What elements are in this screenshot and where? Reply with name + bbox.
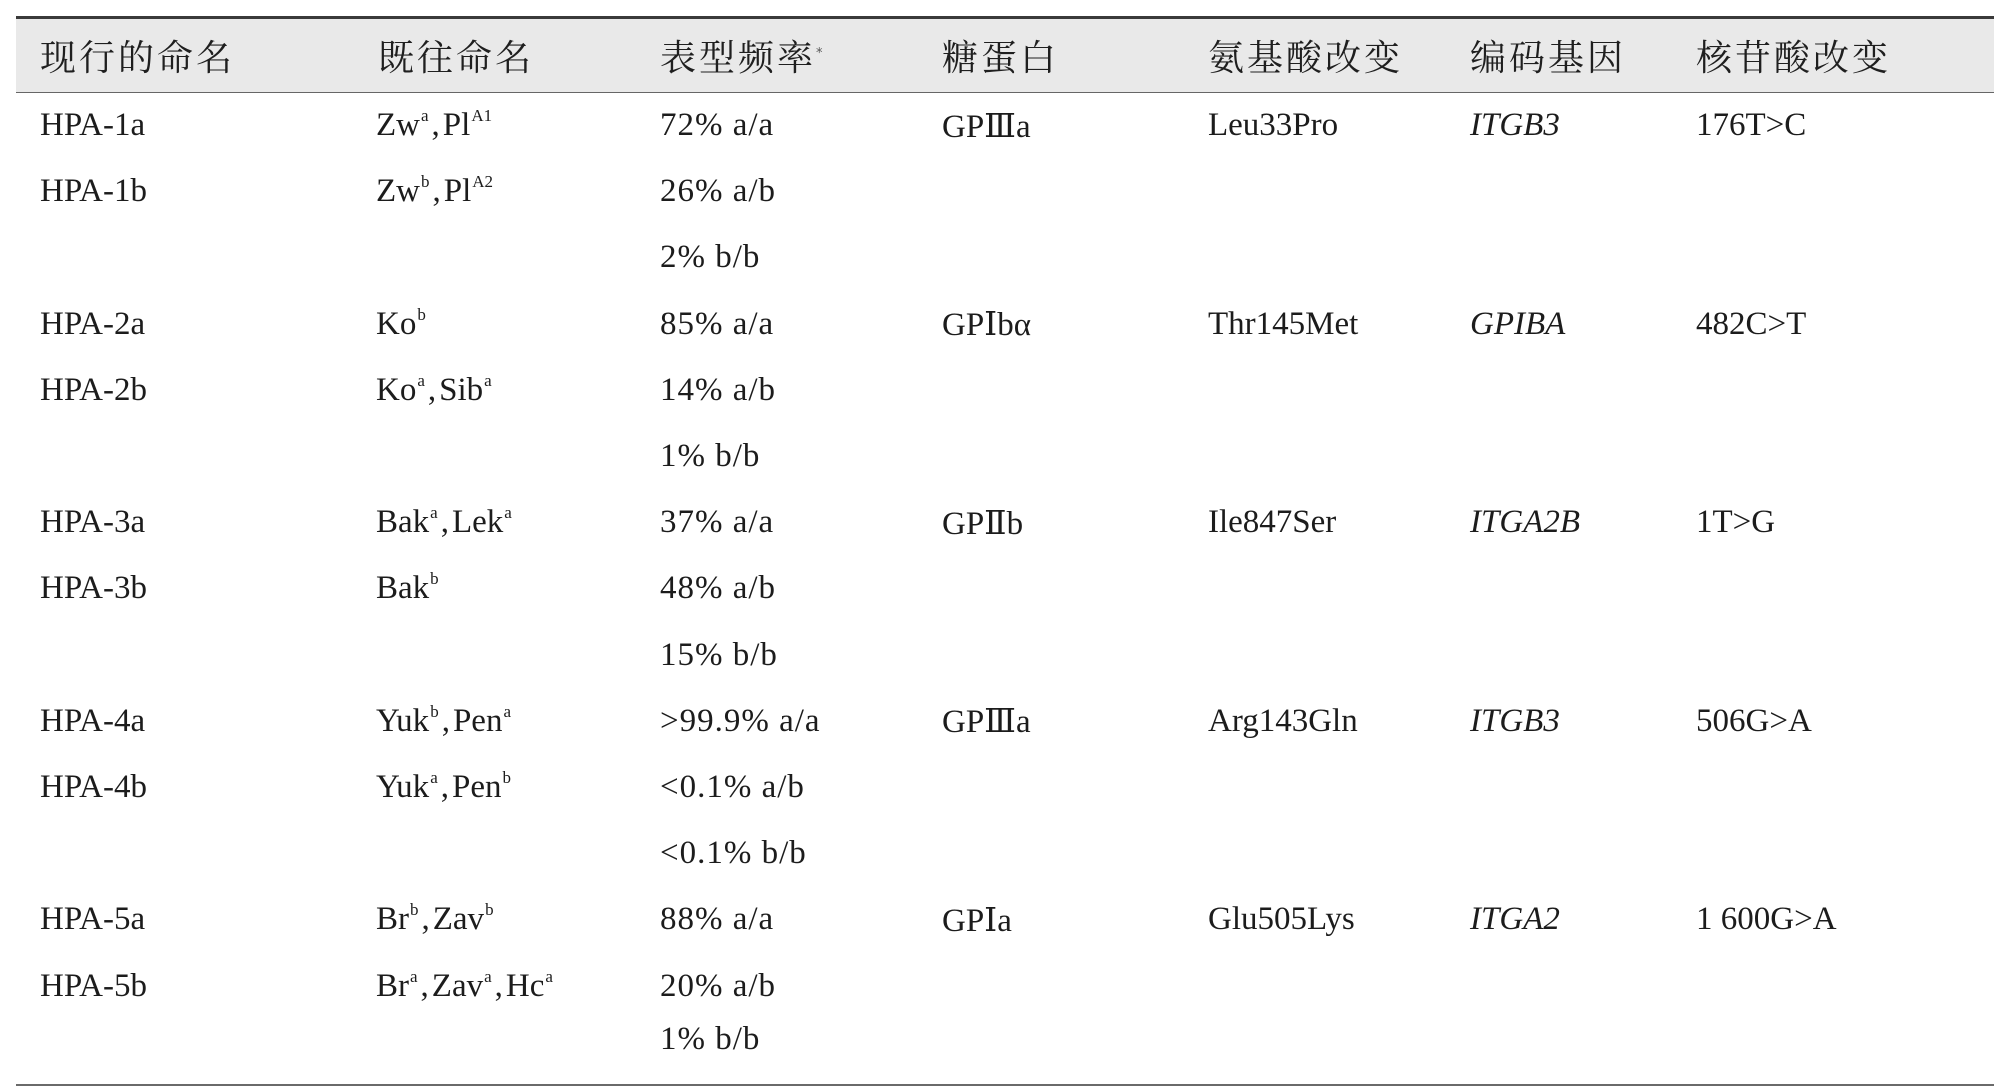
cell-amino-acid-change: Thr145Met xyxy=(1208,305,1359,342)
cell-current-name: HPA-3b xyxy=(40,570,147,607)
cell-glycoprotein xyxy=(918,821,1184,887)
antigen-name: Bak xyxy=(376,570,430,607)
name-separator: , xyxy=(421,901,430,938)
antigen-name: Hc xyxy=(505,967,545,1004)
antigen-name: Zav xyxy=(431,967,484,1004)
cell-previous-name xyxy=(354,490,636,556)
cell-encoding-gene xyxy=(1446,754,1672,820)
antigen-superscript: a xyxy=(503,701,511,721)
cell-glycoprotein xyxy=(918,754,1184,820)
header-current-name: 现行的命名 xyxy=(16,18,354,93)
antigen-superscript: a xyxy=(484,966,492,986)
cell-encoding-gene xyxy=(1446,953,1672,1019)
antigen-superscript: b xyxy=(410,900,419,920)
table-body xyxy=(16,93,1994,1086)
cell-amino-acid-change xyxy=(1184,225,1446,291)
name-separator: , xyxy=(431,107,440,144)
cell-encoding-gene xyxy=(1446,556,1672,622)
cell-previous-name xyxy=(354,887,636,953)
cell-phenotype-frequency: 2% b/b xyxy=(660,239,761,276)
antigen-name: Pl xyxy=(442,107,471,144)
name-separator: , xyxy=(494,967,503,1004)
cell-glycoprotein: GPⅢa xyxy=(942,108,1031,145)
cell-amino-acid-change: Arg143Gln xyxy=(1208,702,1358,739)
cell-nucleotide-change xyxy=(1672,1019,1994,1085)
cell-current-name: HPA-4a xyxy=(40,702,146,739)
cell-glycoprotein xyxy=(918,622,1184,688)
header-glycoprotein: 糖蛋白 xyxy=(918,18,1184,93)
cell-current-name xyxy=(16,225,354,291)
cell-encoding-gene: ITGB3 xyxy=(1470,107,1560,144)
table-row xyxy=(16,688,1994,754)
cell-phenotype-frequency: <0.1% b/b xyxy=(660,835,807,872)
cell-previous-name xyxy=(354,1019,636,1085)
cell-previous-name xyxy=(354,423,636,489)
cell-encoding-gene xyxy=(1446,821,1672,887)
header-phenotype-frequency xyxy=(636,18,918,93)
cell-nucleotide-change xyxy=(1672,953,1994,1019)
footnote-marker: * xyxy=(816,46,823,61)
cell-glycoprotein: GPⅡb xyxy=(942,505,1024,542)
cell-amino-acid-change: Glu505Lys xyxy=(1208,901,1355,938)
cell-nucleotide-change xyxy=(1672,556,1994,622)
antigen-superscript: a xyxy=(410,966,418,986)
cell-amino-acid-change xyxy=(1184,1019,1446,1085)
cell-phenotype-frequency: 15% b/b xyxy=(660,636,778,673)
cell-phenotype-frequency: >99.9% a/a xyxy=(660,702,821,739)
antigen-name: Yuk xyxy=(376,768,430,805)
table-row xyxy=(16,291,1994,357)
cell-encoding-gene: GPIBA xyxy=(1470,305,1566,342)
cell-nucleotide-change xyxy=(1672,357,1994,423)
cell-phenotype-frequency: 1% b/b xyxy=(660,438,761,475)
cell-encoding-gene xyxy=(1446,423,1672,489)
cell-current-name xyxy=(16,1019,354,1085)
cell-phenotype-frequency: 20% a/b xyxy=(660,967,777,1004)
cell-phenotype-frequency: 1% b/b xyxy=(636,1019,918,1085)
antigen-superscript: b xyxy=(485,900,494,920)
cell-amino-acid-change xyxy=(1184,357,1446,423)
name-separator: , xyxy=(440,504,449,541)
cell-glycoprotein: GPⅠbα xyxy=(942,307,1032,344)
cell-previous-name xyxy=(354,754,636,820)
cell-current-name xyxy=(16,622,354,688)
name-separator: , xyxy=(440,768,449,805)
cell-previous-name xyxy=(354,953,636,1019)
cell-glycoprotein xyxy=(918,953,1184,1019)
antigen-name: Bak xyxy=(376,504,430,541)
cell-amino-acid-change xyxy=(1184,622,1446,688)
header-phenotype-frequency-label: 表型频率 xyxy=(660,38,817,79)
antigen-superscript: A1 xyxy=(471,106,493,126)
header-previous-name: 既往命名 xyxy=(354,18,636,93)
cell-encoding-gene xyxy=(1446,159,1672,225)
cell-previous-name xyxy=(354,291,636,357)
cell-nucleotide-change xyxy=(1672,423,1994,489)
cell-amino-acid-change xyxy=(1184,556,1446,622)
antigen-superscript: b xyxy=(430,569,439,589)
antigen-name: Ko xyxy=(376,371,417,408)
antigen-name: Zav xyxy=(432,901,485,938)
cell-phenotype-frequency: 88% a/a xyxy=(660,901,775,938)
table-row xyxy=(16,225,1994,291)
cell-previous-name xyxy=(354,688,636,754)
cell-amino-acid-change: Leu33Pro xyxy=(1208,107,1339,144)
cell-encoding-gene: ITGB3 xyxy=(1470,702,1560,739)
antigen-superscript: b xyxy=(417,304,426,324)
cell-previous-name xyxy=(354,93,636,159)
cell-current-name: HPA-2a xyxy=(40,305,146,342)
name-separator: , xyxy=(420,967,429,1004)
cell-glycoprotein xyxy=(918,225,1184,291)
antigen-superscript: a xyxy=(484,370,492,390)
cell-current-name: HPA-4b xyxy=(40,768,147,805)
cell-current-name: HPA-5a xyxy=(40,901,146,938)
antigen-name: Pl xyxy=(443,173,472,210)
cell-glycoprotein: GPⅢa xyxy=(942,704,1031,741)
antigen-name: Zw xyxy=(376,173,420,210)
cell-nucleotide-change xyxy=(1672,821,1994,887)
cell-current-name: HPA-5b xyxy=(40,967,147,1004)
cell-encoding-gene xyxy=(1446,1019,1672,1085)
table-row xyxy=(16,93,1994,159)
cell-glycoprotein xyxy=(918,1019,1184,1085)
antigen-name: Pen xyxy=(452,702,503,739)
cell-amino-acid-change xyxy=(1184,159,1446,225)
cell-amino-acid-change xyxy=(1184,423,1446,489)
cell-nucleotide-change: 506G>A xyxy=(1696,702,1812,739)
table-header xyxy=(16,18,1994,93)
cell-amino-acid-change xyxy=(1184,821,1446,887)
cell-glycoprotein xyxy=(918,556,1184,622)
table-row xyxy=(16,1019,1994,1085)
cell-previous-name xyxy=(354,225,636,291)
cell-phenotype-frequency: 48% a/b xyxy=(660,570,777,607)
cell-phenotype-frequency: 37% a/a xyxy=(660,504,775,541)
cell-glycoprotein xyxy=(918,357,1184,423)
cell-phenotype-frequency: 85% a/a xyxy=(660,305,775,342)
antigen-superscript: a xyxy=(430,767,438,787)
table-row xyxy=(16,622,1994,688)
table-row xyxy=(16,821,1994,887)
antigen-name: Zw xyxy=(376,107,420,144)
table-row xyxy=(16,754,1994,820)
table-row xyxy=(16,490,1994,556)
cell-nucleotide-change: 1T>G xyxy=(1696,504,1776,541)
cell-nucleotide-change xyxy=(1672,622,1994,688)
cell-nucleotide-change xyxy=(1672,754,1994,820)
cell-previous-name xyxy=(354,357,636,423)
antigen-superscript: a xyxy=(504,503,512,523)
cell-nucleotide-change xyxy=(1672,159,1994,225)
cell-current-name xyxy=(16,821,354,887)
cell-phenotype-frequency: <0.1% a/b xyxy=(660,768,805,805)
antigen-superscript: a xyxy=(417,370,425,390)
cell-current-name: HPA-2b xyxy=(40,371,147,408)
header-amino-acid-change: 氨基酸改变 xyxy=(1184,18,1446,93)
cell-encoding-gene: ITGA2B xyxy=(1470,504,1580,541)
cell-previous-name xyxy=(354,821,636,887)
cell-glycoprotein: GPⅠa xyxy=(942,902,1012,939)
cell-encoding-gene xyxy=(1446,225,1672,291)
antigen-name: Lek xyxy=(451,504,504,541)
table-row xyxy=(16,423,1994,489)
table-row xyxy=(16,953,1994,1019)
cell-nucleotide-change: 1 600G>A xyxy=(1696,901,1837,938)
cell-glycoprotein xyxy=(918,159,1184,225)
cell-phenotype-frequency: 72% a/a xyxy=(660,107,775,144)
cell-encoding-gene: ITGA2 xyxy=(1470,901,1560,938)
antigen-name: Ko xyxy=(376,305,417,342)
cell-current-name xyxy=(16,423,354,489)
name-separator: , xyxy=(432,173,441,210)
table-row xyxy=(16,556,1994,622)
antigen-superscript: b xyxy=(430,701,439,721)
header-nucleotide-change: 核苷酸改变 xyxy=(1672,18,1994,93)
antigen-superscript: A2 xyxy=(472,172,494,192)
header-row xyxy=(16,18,1994,93)
cell-nucleotide-change: 176T>C xyxy=(1696,107,1807,144)
cell-nucleotide-change xyxy=(1672,225,1994,291)
cell-amino-acid-change: Ile847Ser xyxy=(1208,504,1337,541)
cell-phenotype-frequency: 14% a/b xyxy=(660,371,777,408)
antigen-superscript: b xyxy=(421,172,430,192)
antigen-name: Pen xyxy=(451,768,502,805)
cell-glycoprotein xyxy=(918,423,1184,489)
antigen-superscript: b xyxy=(502,767,511,787)
antigen-superscript: a xyxy=(421,106,429,126)
header-encoding-gene: 编码基因 xyxy=(1446,18,1672,93)
hpa-antigen-table xyxy=(16,16,1994,1086)
antigen-name: Sib xyxy=(439,371,484,408)
name-separator: , xyxy=(441,702,450,739)
table-row xyxy=(16,887,1994,953)
table-row xyxy=(16,159,1994,225)
cell-amino-acid-change xyxy=(1184,754,1446,820)
cell-phenotype-frequency: 26% a/b xyxy=(660,173,777,210)
antigen-name: Br xyxy=(376,967,409,1004)
cell-previous-name xyxy=(354,159,636,225)
antigen-superscript: a xyxy=(545,966,553,986)
cell-nucleotide-change: 482C>T xyxy=(1696,305,1807,342)
cell-previous-name xyxy=(354,556,636,622)
cell-amino-acid-change xyxy=(1184,953,1446,1019)
cell-encoding-gene xyxy=(1446,622,1672,688)
table-row xyxy=(16,357,1994,423)
cell-current-name: HPA-1a xyxy=(40,107,146,144)
name-separator: , xyxy=(427,371,437,408)
cell-previous-name xyxy=(354,622,636,688)
antigen-name: Yuk xyxy=(376,702,430,739)
antigen-superscript: a xyxy=(430,503,438,523)
antigen-name: Br xyxy=(376,901,409,938)
cell-current-name: HPA-3a xyxy=(40,504,146,541)
cell-encoding-gene xyxy=(1446,357,1672,423)
cell-current-name: HPA-1b xyxy=(40,173,147,210)
